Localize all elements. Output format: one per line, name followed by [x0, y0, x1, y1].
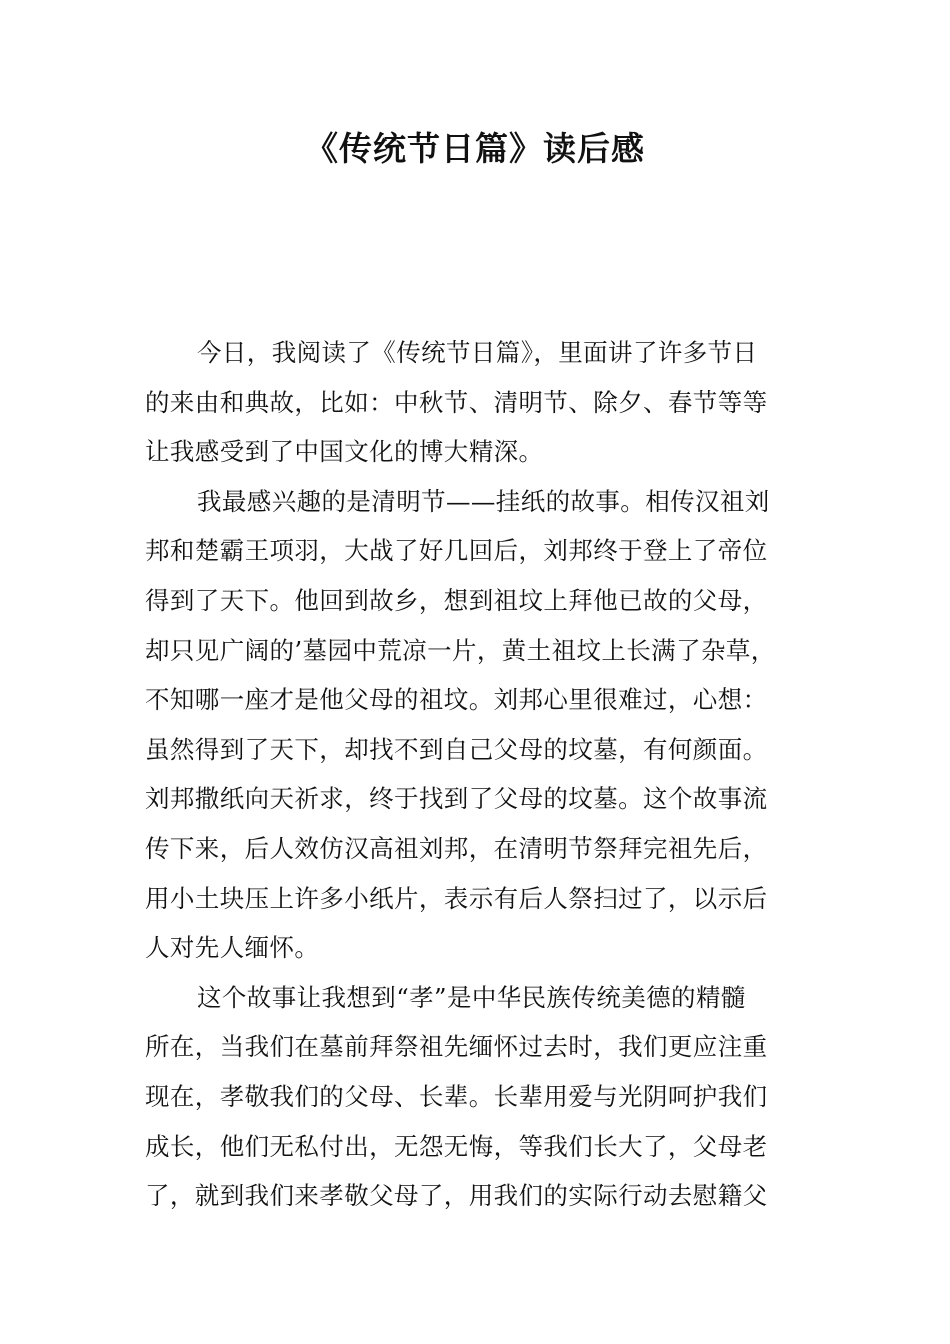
- body-line: 人对先人缅怀。: [145, 933, 320, 963]
- document-title: 《传统节日篇》读后感: [305, 129, 645, 168]
- body-line: 不知哪一座才是他父母的祖坟。刘邦心里很难过，心想：: [145, 685, 768, 715]
- body-line: 得到了天下。他回到故乡，想到祖坟上拜他已故的父母，: [145, 585, 768, 615]
- body-line: 让我感受到了中国文化的博大精深。: [145, 437, 544, 467]
- body-line: 成长，他们无私付出，无怨无悔，等我们长大了，父母老: [145, 1131, 768, 1161]
- body-line: 所在，当我们在墓前拜祭祖先缅怀过去时，我们更应注重: [145, 1032, 768, 1062]
- body-line: 邦和楚霸王项羽，大战了好几回后，刘邦终于登上了帝位: [145, 536, 768, 566]
- body-line: 这个故事让我想到“孝”是中华民族传统美德的精髓: [197, 982, 746, 1012]
- body-line: 却只见广阔的’墓园中荒凉一片，黄土祖坟上长满了杂草，: [145, 635, 776, 665]
- body-line: 的来由和典故，比如：中秋节、清明节、除夕、春节等等: [145, 387, 768, 417]
- body-line: 我最感兴趣的是清明节——挂纸的故事。相传汉祖刘: [197, 486, 770, 516]
- body-line: 用小土块压上许多小纸片，表示有后人祭扫过了，以示后: [145, 883, 768, 913]
- body-line: 现在，孝敬我们的父母、长辈。长辈用爱与光阴呵护我们: [145, 1081, 768, 1111]
- body-line: 传下来，后人效仿汉高祖刘邦，在清明节祭拜完祖先后，: [145, 833, 768, 863]
- body-line: 虽然得到了天下，却找不到自己父母的坟墓，有何颜面。: [145, 734, 768, 764]
- document-body: [145, 328, 820, 1221]
- body-line: 刘邦撒纸向天祈求，终于找到了父母的坟墓。这个故事流: [145, 784, 768, 814]
- body-line: 今日，我阅读了《传统节日篇》，里面讲了许多节日: [197, 338, 758, 367]
- body-line: 了，就到我们来孝敬父母了，用我们的实际行动去慰籍父: [145, 1181, 768, 1211]
